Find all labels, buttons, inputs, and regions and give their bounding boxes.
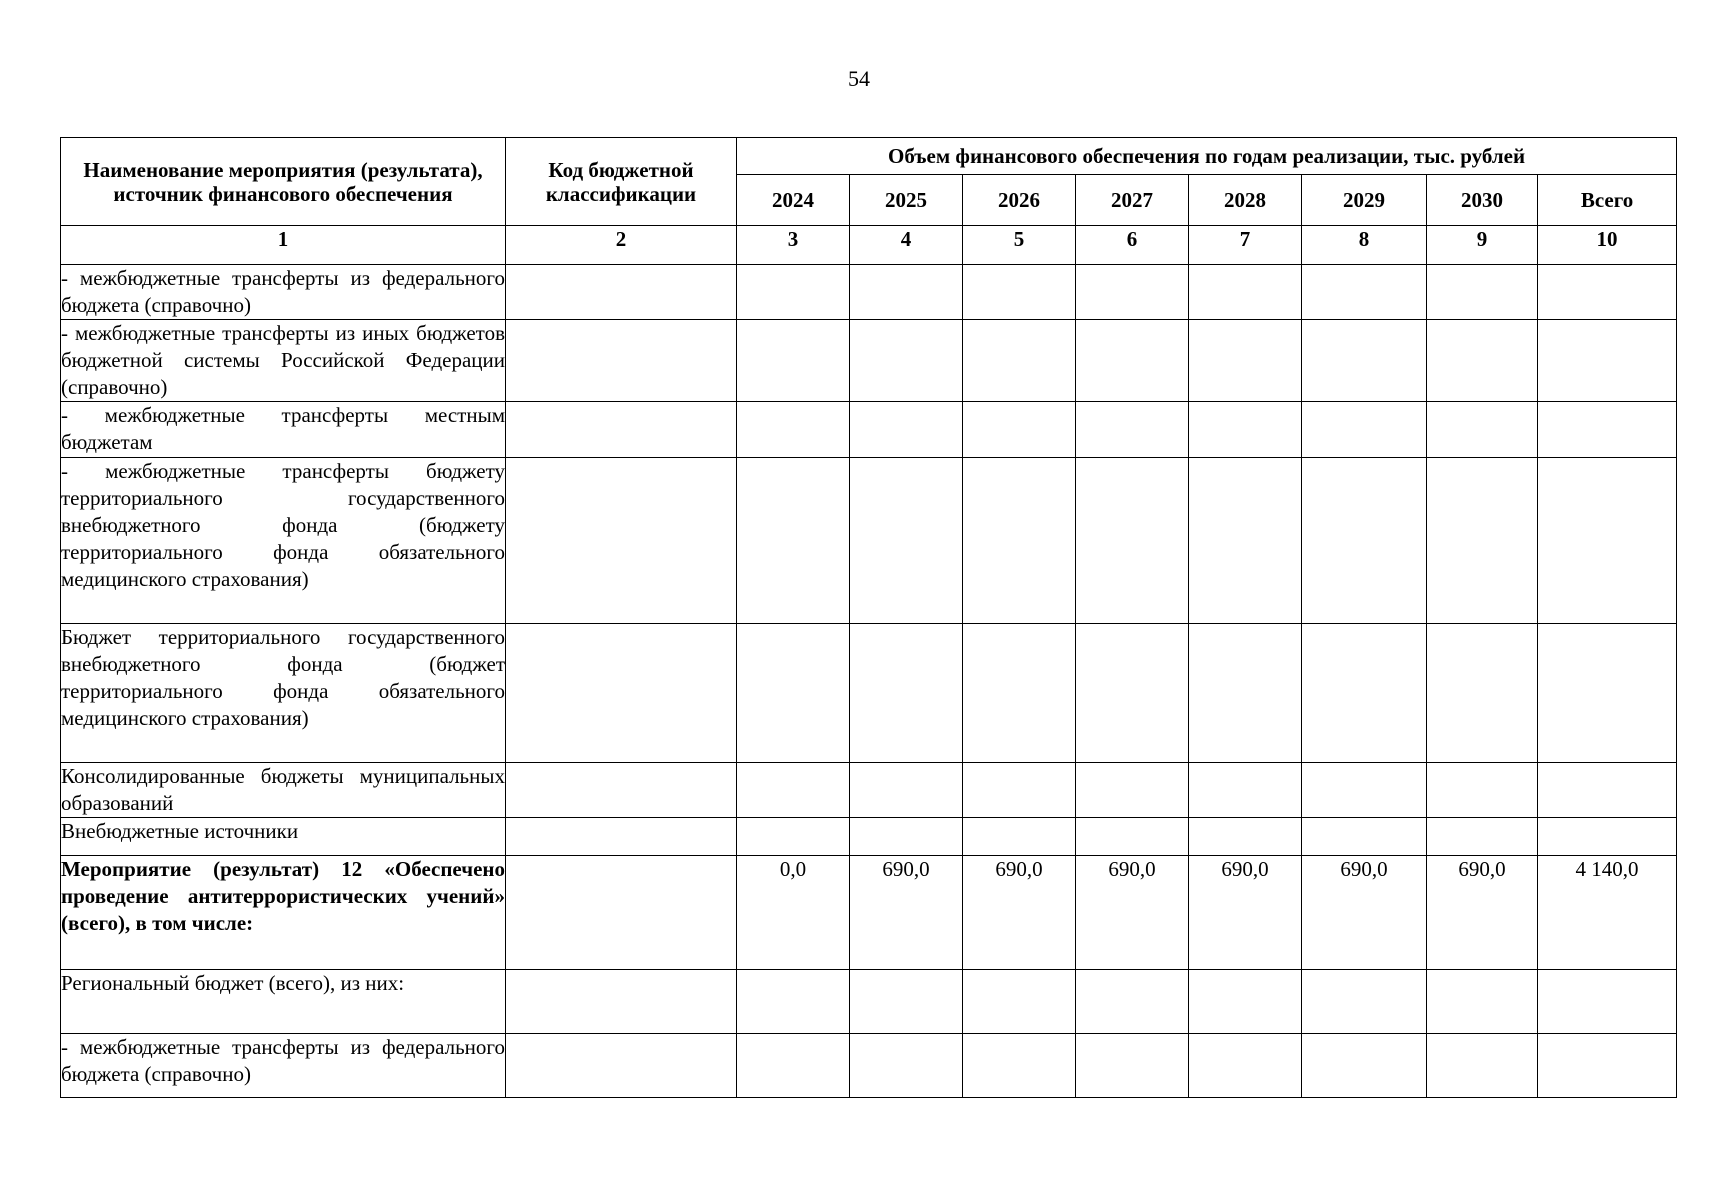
row-year-value [1302,458,1427,624]
row-year-value [850,624,963,763]
row-year-value [1189,1034,1302,1098]
row-year-value [1076,458,1189,624]
header-year: 2028 [1189,175,1302,226]
row-year-value [1076,818,1189,856]
row-year-value [1189,818,1302,856]
row-total-value: 4 140,0 [1538,856,1677,970]
column-number: 6 [1076,226,1189,265]
row-year-value [850,265,963,320]
row-code [506,763,737,818]
row-year-value [1189,265,1302,320]
header-year: 2030 [1427,175,1538,226]
row-year-value [1427,402,1538,458]
row-code [506,624,737,763]
column-number: 8 [1302,226,1427,265]
row-year-value [1427,320,1538,402]
row-year-value: 690,0 [850,856,963,970]
row-year-value [1076,624,1189,763]
row-total-value [1538,970,1677,1034]
column-number: 2 [506,226,737,265]
row-year-value [1189,624,1302,763]
row-year-value [850,970,963,1034]
row-name: - межбюджетные трансферты из иных бюджетов бюджетной системы Российской Федерации (справочно) [61,320,506,402]
row-year-value [963,763,1076,818]
row-year-value [737,402,850,458]
row-year-value [963,624,1076,763]
header-year: 2025 [850,175,963,226]
row-year-value [1076,970,1189,1034]
row-total-value [1538,265,1677,320]
row-code [506,265,737,320]
row-total-value [1538,1034,1677,1098]
table-row [61,1034,1677,1098]
row-name: Мероприятие (результат) 12 «Обеспечено проведение антитеррористических учений» (всего), в том числе: [61,856,506,970]
row-year-value [1302,265,1427,320]
row-code [506,970,737,1034]
row-year-value [1427,818,1538,856]
row-year-value [1189,763,1302,818]
header-name-column: Наименование мероприятия (результата), источник финансового обеспечения [61,138,506,226]
row-year-value [1076,1034,1189,1098]
row-year-value: 690,0 [1302,856,1427,970]
row-code [506,320,737,402]
row-name: Региональный бюджет (всего), из них: [61,970,506,1034]
header-year: 2029 [1302,175,1427,226]
column-number: 10 [1538,226,1677,265]
row-year-value [850,458,963,624]
page-number: 54 [848,66,870,91]
column-number: 5 [963,226,1076,265]
row-year-value [1302,763,1427,818]
row-year-value [1302,1034,1427,1098]
row-name: Консолидированные бюджеты муниципальных образований [61,763,506,818]
row-name: Бюджет территориального государственного внебюджетного фонда (бюджет территориального фонда обязательного медицинского страхования) [61,624,506,763]
table-row [61,763,1677,818]
column-number: 3 [737,226,850,265]
header-total: Всего [1538,175,1677,226]
row-year-value [1427,763,1538,818]
row-year-value [1427,265,1538,320]
row-year-value [963,402,1076,458]
row-year-value [1302,402,1427,458]
row-year-value [737,1034,850,1098]
row-year-value [1427,1034,1538,1098]
row-total-value [1538,458,1677,624]
row-year-value [737,265,850,320]
row-year-value [737,970,850,1034]
row-total-value [1538,624,1677,763]
row-name: - межбюджетные трансферты бюджету территориального государственного внебюджетного фонда (бюджету территориального фонда обязательного медицинского страхования) [61,458,506,624]
row-code [506,458,737,624]
row-year-value [737,818,850,856]
row-total-value [1538,402,1677,458]
row-total-value [1538,763,1677,818]
row-year-value [850,1034,963,1098]
row-year-value: 690,0 [1189,856,1302,970]
table-row [61,624,1677,763]
row-year-value: 690,0 [1076,856,1189,970]
row-code [506,1034,737,1098]
row-year-value [963,320,1076,402]
table-row [61,402,1677,458]
header-year: 2027 [1076,175,1189,226]
row-code [506,856,737,970]
row-code [506,818,737,856]
row-name: - межбюджетные трансферты местным бюджетам [61,402,506,458]
row-name: Внебюджетные источники [61,818,506,856]
row-year-value [737,458,850,624]
row-year-value [1189,402,1302,458]
row-year-value [1076,320,1189,402]
row-year-value [1076,402,1189,458]
financing-table [60,137,1677,1098]
row-code [506,402,737,458]
row-year-value [850,402,963,458]
row-name: - межбюджетные трансферты из федерального бюджета (справочно) [61,1034,506,1098]
row-year-value [1189,458,1302,624]
table-row [61,320,1677,402]
table-row [61,856,1677,970]
header-volume-group: Объем финансового обеспечения по годам реализации, тыс. рублей [737,138,1677,175]
row-year-value [963,1034,1076,1098]
header-code-column: Код бюджетной классификации [506,138,737,226]
row-year-value [737,624,850,763]
row-year-value [963,818,1076,856]
row-year-value: 0,0 [737,856,850,970]
table-row [61,265,1677,320]
row-year-value [850,818,963,856]
row-year-value [737,320,850,402]
row-year-value [1302,624,1427,763]
row-year-value [1076,265,1189,320]
row-year-value [1189,320,1302,402]
row-year-value [850,763,963,818]
column-number: 9 [1427,226,1538,265]
row-year-value [963,970,1076,1034]
header-year: 2026 [963,175,1076,226]
row-year-value [1076,763,1189,818]
row-total-value [1538,818,1677,856]
row-year-value [1189,970,1302,1034]
table-row [61,818,1677,856]
row-year-value [1302,320,1427,402]
row-year-value [1427,970,1538,1034]
row-year-value [1302,970,1427,1034]
row-name: - межбюджетные трансферты из федерального бюджета (справочно) [61,265,506,320]
row-year-value [850,320,963,402]
row-year-value [963,265,1076,320]
row-year-value [1427,624,1538,763]
header-year: 2024 [737,175,850,226]
table-row [61,970,1677,1034]
column-number: 7 [1189,226,1302,265]
row-year-value: 690,0 [1427,856,1538,970]
row-year-value [737,763,850,818]
row-total-value [1538,320,1677,402]
column-numbers-row [61,226,1677,265]
row-year-value [1427,458,1538,624]
row-year-value: 690,0 [963,856,1076,970]
row-year-value [1302,818,1427,856]
table-row [61,458,1677,624]
column-number: 4 [850,226,963,265]
column-number: 1 [61,226,506,265]
row-year-value [963,458,1076,624]
